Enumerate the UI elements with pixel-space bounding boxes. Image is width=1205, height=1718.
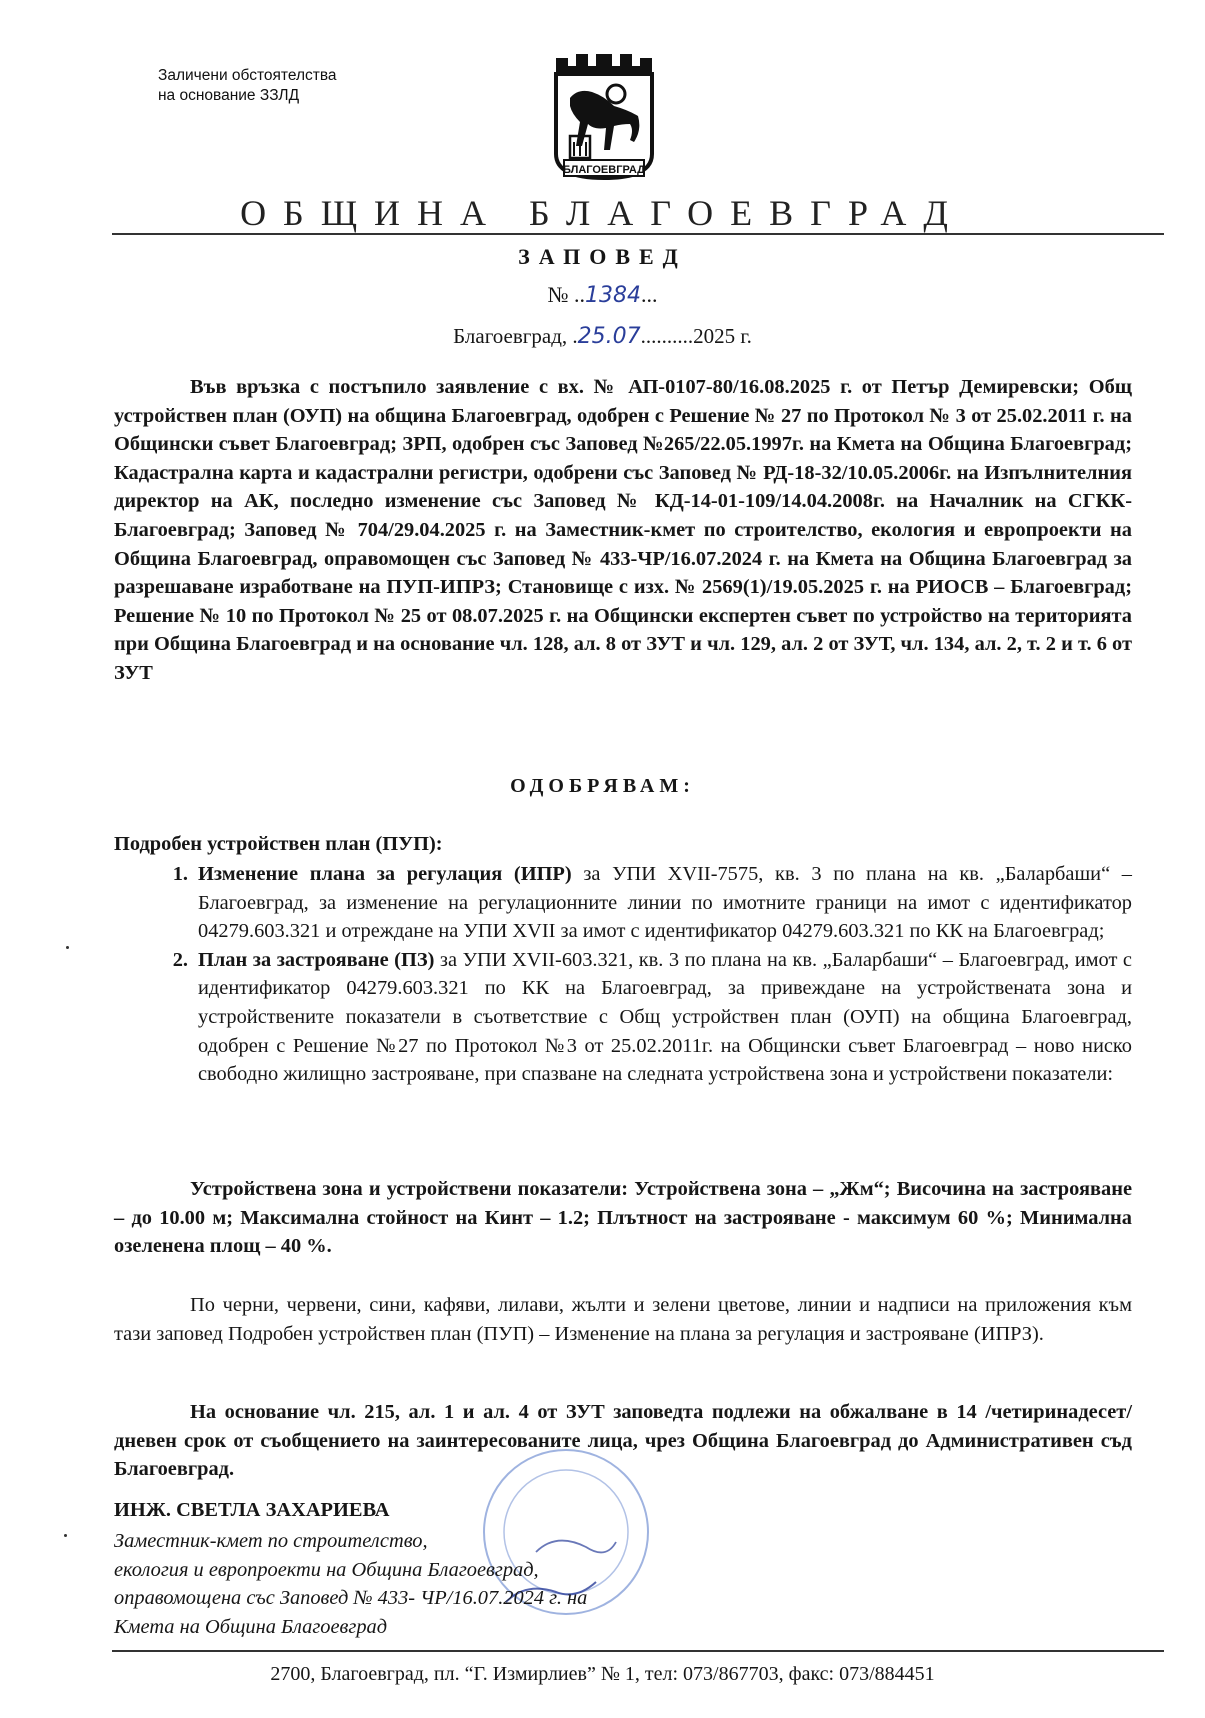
signatory-role-line: Заместник-кмет по строителство, [114, 1530, 428, 1552]
list-item [114, 946, 1132, 1089]
document-number-handwritten: 1384 [585, 283, 641, 308]
municipal-coat-of-arms-icon [548, 50, 660, 192]
list-item-text [198, 946, 1132, 1089]
list-item-body: за УПИ XVII-7575, кв. 3 по плана на кв. „Баларбаши“ – Благоевград, за изменение на регулационните линии по имотните граници на имот с идентификатор 04279.603.321 и отреждане на УПИ XVII за имот с идентификатор 04279.603.321 по КК на Благоевград; [198, 863, 1133, 943]
scan-speck [64, 1534, 67, 1537]
plan-items-list [114, 860, 1132, 1089]
zone-indicators-paragraph: Устройствена зона и устройствени показатели: Устройствена зона – „Жм“; Височина на застрояване – до 10.00 м; Максимална стойност на Кинт – 1.2; Плътност на застрояване - максимум 60 %; Минимална озеленена площ – 40 %. [114, 1178, 1132, 1258]
signatory-role-line: екология и европроекти на Община Благоевград, [114, 1558, 539, 1581]
scan-speck [66, 946, 69, 949]
list-item-title: План за застрояване (ПЗ) [198, 948, 435, 971]
signatory-role-line: оправомощена със Заповед № 433- ЧР/16.07.2024 г. на [114, 1587, 588, 1610]
document-date-prefix: Благоевград, . [453, 324, 578, 348]
approve-heading: ОДОБРЯВАМ: [510, 775, 695, 797]
intro-paragraph: Във връзка с постъпило заявление с вх. № АП-0107-80/16.08.2025 г. от Петър Демиревски; Общ устройствен план (ОУП) на община Благоевград, одобрен с Решение № 27 по Протокол № 3 от 25.02.2011 г. на Общински съвет Благоевград; ЗРП, одобрен със Заповед №265/22.05.1997г. на Кмета на Община Благоевград; Кадастрална карта и кадастрални регистри, одобрени със Заповед № РД-18-32/10.05.2006г. на Изпълнителния директор на АК, последно изменение със Заповед № КД-14-01-109/14.04.2008г. на Началник на СГКК-Благоевград; Заповед № 704/29.04.2025 г. на Заместник-кмет по строителство, екология и европроекти на Община Благоевград, оправомощен със Заповед № 433-ЧР/16.07.2024 г. на Кмета на Община Благоевград за разрешаване изработване на ПУП-ИПРЗ; Становище с изх. № 2569(1)/19.05.2025 г. на РИОСВ – Благоевград; Решение № 10 по Протокол № 25 от 08.07.2025 г. на Общински експертен съвет по устройство на територията при Община Благоевград и на основание чл. 128, ал. 8 от ЗУТ и чл. 129, ал. 2 от ЗУТ, чл. 134, ал. 2, т. 2 и т. 6 от ЗУТ [114, 376, 1132, 684]
header-divider [112, 233, 1164, 235]
crest-label: БЛАГОЕВГРАД [562, 164, 646, 176]
list-item-title: Изменение плана за регулация (ИПР) [198, 863, 572, 885]
footer-address: 2700, Благоевград, пл. “Г. Измирлиев” № 1, тел: 073/867703, факс: 073/884451 [270, 1663, 935, 1685]
list-item-number: 2. [172, 948, 188, 971]
list-item [114, 860, 1132, 946]
document-date-suffix: ..........2025 г. [640, 324, 752, 348]
list-item-text [198, 860, 1132, 946]
list-item-number: 1. [172, 863, 188, 885]
redaction-note [158, 66, 337, 106]
attachments-paragraph: По черни, червени, сини, кафяви, лилави, жълти и зелени цветове, линии и надписи на приложения към тази заповед Подробен устройствен план (ПУП) – Изменение на плана за регулация и застрояване (ИПРЗ). [114, 1294, 1132, 1345]
signatory-role [114, 1527, 734, 1641]
redaction-note-line1: Заличени обстоятелства [158, 67, 337, 84]
organization-name: ОБЩИНА БЛАГОЕВГРАД [240, 193, 965, 233]
document-number-prefix: № .. [547, 282, 585, 307]
redaction-note-line2: на основание ЗЗЛД [158, 87, 300, 104]
plan-heading: Подробен устройствен план (ПУП): [114, 833, 443, 855]
document-number-suffix: ... [641, 282, 658, 307]
document-number [0, 282, 1205, 308]
appeal-paragraph: На основание чл. 215, ал. 1 и ал. 4 от ЗУТ заповедта подлежи на обжалване в 14 /четиринадесет/ дневен срок от съобщението на заинтересованите лица, чрез Община Благоевград до Административен съд Благоевград. [114, 1401, 1132, 1481]
signatory-role-line: Кмета на Община Благоевград [114, 1615, 388, 1638]
document-date-handwritten: 25.07 [577, 324, 641, 349]
footer-divider [112, 1650, 1164, 1652]
document-date [0, 324, 1205, 349]
list-item-body: за УПИ XVII-603.321, кв. 3 по плана на кв. „Баларбаши“ – Благоевград, имот с идентификатор 04279.603.321 по КК на Благоевград, за привеждане на устройствената зона и устройствените показатели в съответствие с Общ устройствен план (ОУП) на община Благоевград, одобрен с Решение №27 по Протокол №3 от 25.02.2011г. на Общински съвет Благоевград – ново ниско свободно жилищно застрояване, при спазване на следната устройствена зона и устройствени показатели: [198, 948, 1132, 1086]
document-title: ЗАПОВЕД [518, 244, 687, 269]
signatory-name: ИНЖ. СВЕТЛА ЗАХАРИЕВА [114, 1499, 390, 1521]
